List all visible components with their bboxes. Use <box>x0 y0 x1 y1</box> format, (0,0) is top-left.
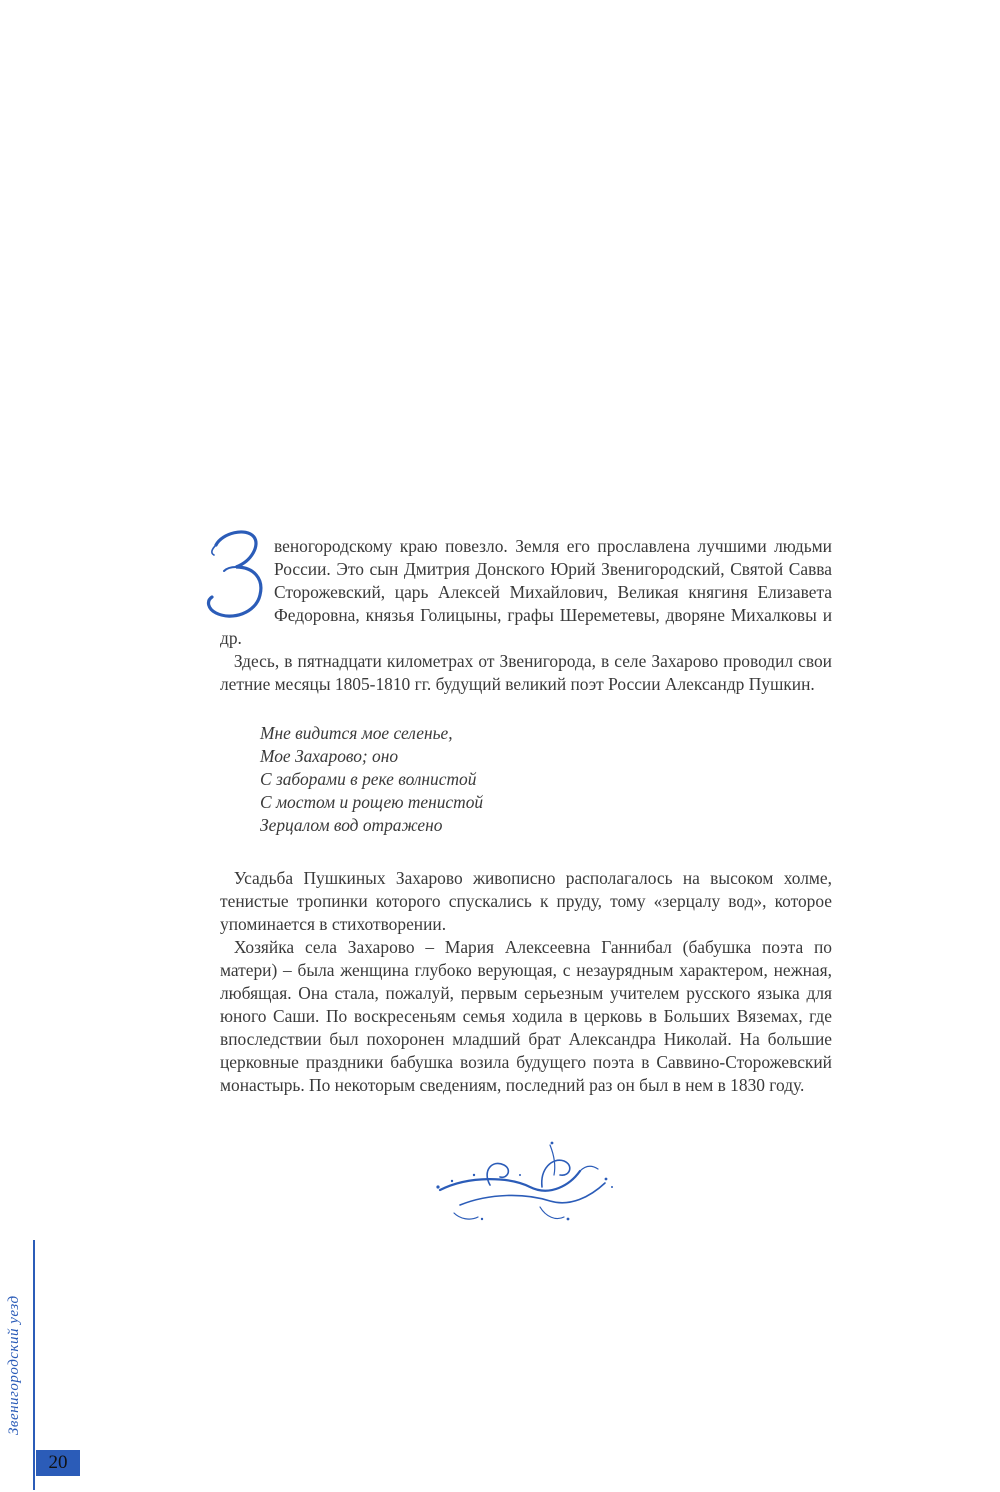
poem-line: Мое Захарово; оно <box>260 746 399 766</box>
running-title: Звенигородский уезд <box>6 1295 22 1435</box>
floral-flourish-icon <box>430 1135 620 1230</box>
side-rule <box>33 1240 35 1490</box>
article-body <box>220 535 832 1097</box>
poem-line: Мне видится мое селенье, <box>260 723 453 743</box>
dropcap-letter-icon <box>202 523 268 623</box>
poem-line: Зерцалом вод отражено <box>260 815 443 835</box>
paragraph-intro: веногородскому краю повезло. Земля его прославлена лучшими людьми России. Это сын Дмитрия Донского Юрий Звенигородский, Святой Савва Сторожевский, царь Алексей Михайлович, Великая княгиня Елизавета Федоровна, князья Голицыны, графы Шереметевы, дворяне Михалковы и др. <box>220 536 832 648</box>
paragraph-estate: Усадьба Пушкиных Захарово живописно располагалось на высоком холме, тенистые тропинки которого спускались к пруду, тому «зерцалу вод», которое упоминается в стихотворении. <box>220 868 832 934</box>
poem-line: С мостом и рощею тенистой <box>260 792 484 812</box>
poem-quote <box>260 722 832 837</box>
page-number: 20 <box>36 1450 80 1476</box>
poem-line: С заборами в реке волнистой <box>260 769 477 789</box>
paragraph-grandmother: Хозяйка села Захарово – Мария Алексеевна Ганнибал (бабушка поэта по матери) – была женщина глубоко верующая, с незаурядным характером, нежная, любящая. Она стала, пожалуй, первым серьезным учителем русского языка для юного Саши. По воскресеньям семья ходила в церковь в Больших Вяземах, где впоследствии был похоронен младший брат Александра Николай. На большие церковные праздники бабушка возила будущего поэта в Саввино-Сторожевский монастырь. По некоторым сведениям, последний раз он был в нем в 1830 году. <box>220 937 832 1095</box>
paragraph-zakharovo: Здесь, в пятнадцати километрах от Звенигорода, в селе Захарово проводил свои летние месяцы 1805-1810 гг. будущий великий поэт России Александр Пушкин. <box>220 651 832 694</box>
dropcap <box>202 523 268 623</box>
